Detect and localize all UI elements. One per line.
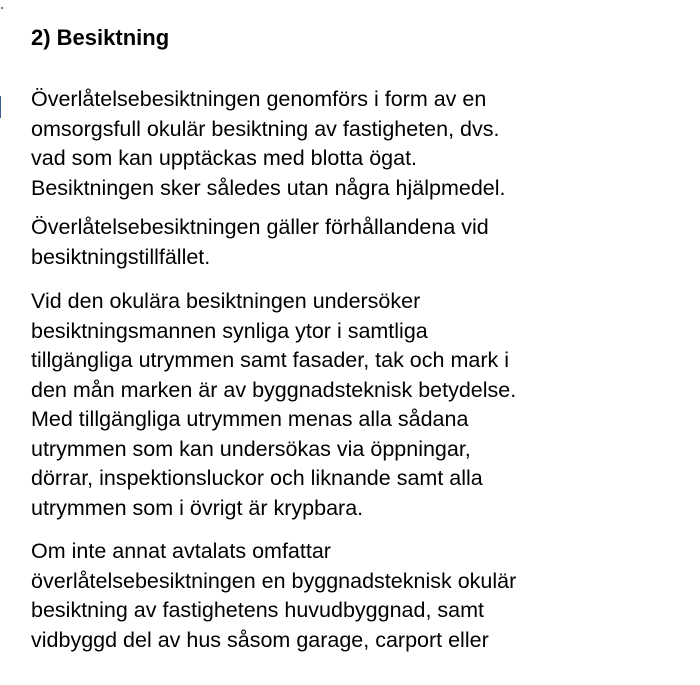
paragraph-line: besiktningstillfället. (31, 244, 211, 269)
paragraph-line: den mån marken är av byggnadsteknisk betydelse. (31, 377, 517, 402)
edge-dot (1, 7, 3, 9)
paragraph-line: utrymmen som i övrigt är krypbara. (31, 495, 364, 520)
paragraph-line: besiktningsmannen synliga ytor i samtliga (31, 318, 428, 343)
paragraph-line: Besiktningen sker således utan några hjälpmedel. (31, 175, 506, 200)
paragraph-line: besiktning av fastighetens huvudbyggnad, samt (31, 598, 484, 622)
paragraph-line: omsorgsfull okulär besiktning av fastigheten, dvs. (31, 116, 500, 141)
paragraph-4 (31, 537, 671, 655)
paragraph-line: Vid den okulära besiktningen undersöker (31, 289, 421, 313)
paragraph-line: vidbyggd del av hus såsom garage, carport eller (31, 627, 489, 652)
paragraph-line: tillgängliga utrymmen samt fasader, tak och mark i (31, 348, 509, 372)
paragraph-1 (31, 85, 671, 203)
paragraph-line: utrymmen som kan undersökas via öppningar, (31, 436, 471, 461)
section-heading: 2) Besiktning (31, 25, 170, 50)
paragraph-2 (31, 213, 671, 272)
edge-mark (0, 96, 1, 118)
paragraph-line: dörrar, inspektionsluckor och liknande samt alla (31, 466, 483, 490)
paragraph-line: Om inte annat avtalats omfattar (31, 539, 331, 563)
paragraph-3 (31, 287, 671, 523)
paragraph-line: Överlåtelsebesiktningen genomförs i form av en (31, 87, 487, 111)
paragraph-line: vad som kan upptäckas med blotta ögat. (31, 146, 418, 170)
paragraph-line: överlåtelsebesiktningen en byggnadsteknisk okulär (31, 568, 517, 593)
paragraph-line: Med tillgängliga utrymmen menas alla sådana (31, 407, 469, 431)
paragraph-line: Överlåtelsebesiktningen gäller förhållandena vid (31, 215, 489, 239)
